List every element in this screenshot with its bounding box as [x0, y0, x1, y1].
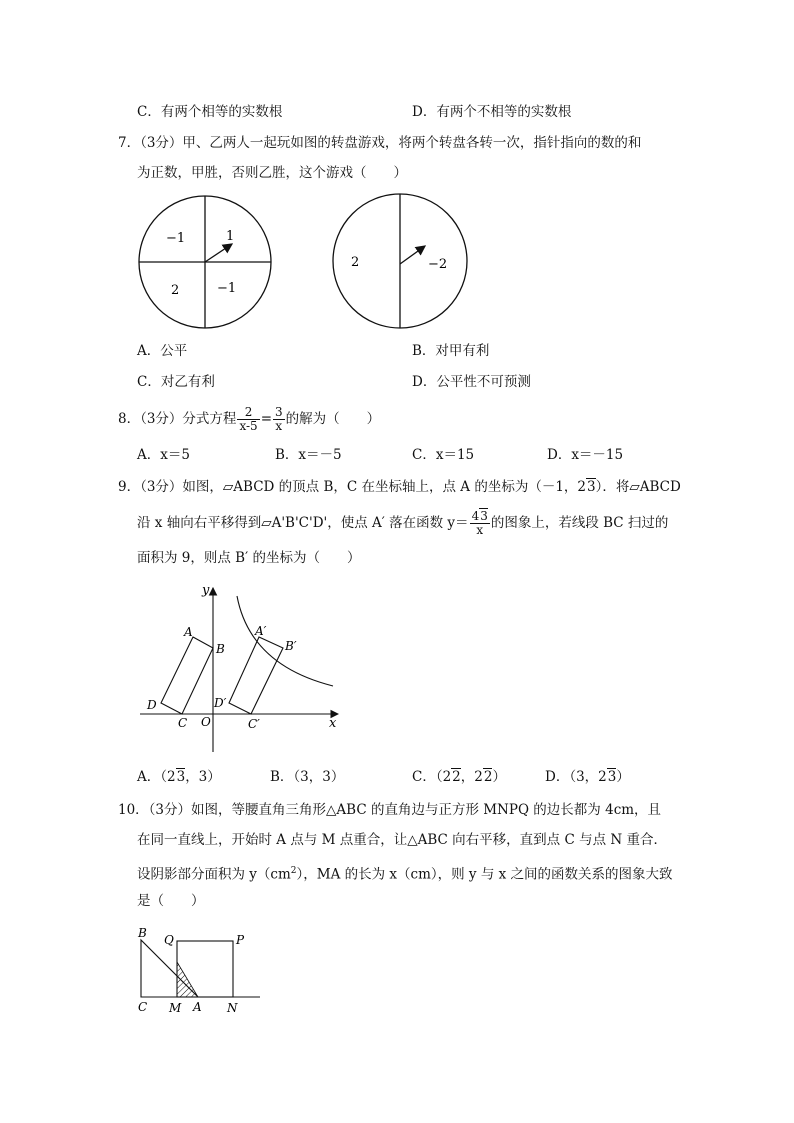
q8-option-c: C．x＝15	[412, 447, 475, 463]
label-x: x	[329, 716, 337, 731]
q9-line2-text-end: 的图象上，若线段 BC 扫过的	[490, 515, 669, 531]
q8-frac1-denominator: x-5	[239, 419, 258, 433]
label-a-prime: A′	[255, 624, 267, 638]
q8-option-d: D．x＝－15	[547, 447, 624, 463]
label-m: M	[169, 1001, 182, 1015]
wheel1-sector-top-left: −1	[166, 231, 186, 246]
q9-option-c: C．（22，22）	[412, 769, 506, 785]
triangle-abc	[141, 940, 198, 997]
q7-option-a: A．公平	[137, 343, 188, 359]
q9-option-a: A．（23，3）	[137, 769, 221, 785]
q8-frac2-denominator: x	[275, 419, 283, 433]
wheel1-sector-top-right: 1	[226, 229, 235, 244]
wheel1-sector-bottom-right: −1	[217, 281, 237, 296]
q9-sqrt-3: 3	[587, 479, 596, 495]
q6-option-d: D．有两个不相等的实数根	[412, 104, 572, 120]
label-b: B	[138, 926, 147, 940]
label-b: B	[216, 642, 225, 656]
q9-frac-den: x	[476, 523, 484, 537]
q9-frac-num-coef: 4	[471, 509, 480, 523]
q8-frac1-numerator: 2	[237, 406, 259, 420]
q7-stem-line1: 7．（3分）甲、乙两人一起玩如图的转盘游戏，将两个转盘各转一次，指针指向的数的和	[118, 135, 642, 151]
q8-stem-prefix: 8．（3分）分式方程	[118, 411, 237, 427]
q10-line3-text: 设阴影部分面积为 y（cm	[137, 866, 291, 883]
label-p: P	[236, 933, 245, 947]
label-q: Q	[164, 933, 174, 947]
label-d-prime: D′	[214, 696, 227, 710]
label-a: A	[193, 1000, 202, 1014]
label-d: D	[147, 698, 157, 712]
q10-stem-line1: 10．（3分）如图，等腰直角三角形△ABC 的直角边与正方形 MNPQ 的边长都为 4cm，且	[118, 802, 662, 818]
label-y: y	[202, 583, 210, 598]
q9-option-b: B．（3，3）	[270, 769, 345, 785]
q9-line2-text: 沿 x 轴向右平移得到▱A'B'C'D'，使点 A′ 落在函数 y＝	[137, 515, 469, 531]
q8-stem-suffix: 的解为（ ）	[285, 411, 381, 427]
label-n: N	[227, 1001, 238, 1015]
q7-option-c: C．对乙有利	[137, 374, 215, 390]
q10-superscript: 2	[290, 866, 297, 876]
q10-line3-text-end: ），MA 的长为 x（cm），则 y 与 x 之间的函数关系的图象大致	[296, 866, 673, 883]
q10-stem-line4: 是（ ）	[137, 893, 205, 909]
label-a: A	[184, 625, 193, 639]
label-c-prime: C′	[248, 717, 260, 731]
q8-frac2-numerator: 3	[275, 405, 283, 419]
q7-option-d: D．公平性不可预测	[412, 374, 531, 390]
q8-equals: =	[260, 411, 272, 427]
wheel2-sector-right: −2	[428, 257, 448, 272]
label-c: C	[178, 716, 188, 730]
q9-frac-num-sqrt: 3	[480, 509, 488, 523]
q8-option-a: A．x＝5	[137, 447, 190, 463]
wheel1-sector-bottom-left: 2	[171, 283, 180, 298]
q8-option-b: B．x＝－5	[275, 447, 342, 463]
q9-stem-line3: 面积为 9，则点 B′ 的坐标为（ ）	[137, 550, 361, 566]
q7-stem-line2: 为正数，甲胜，否则乙胜，这个游戏（ ）	[137, 165, 407, 181]
wheel2-sector-left: 2	[351, 255, 360, 270]
q9-line1-text: 9．（3分）如图，▱ABCD 的顶点 B，C 在坐标轴上，点 A 的坐标为（－1，2	[118, 479, 587, 495]
q9-option-d: D．（3，23）	[545, 769, 630, 785]
q9-line1-text-end: ）．将▱ABCD	[595, 479, 681, 495]
q10-stem-line2: 在同一直线上，开始时 A 点与 M 点重合，让△ABC 向右平移，直到点 C 与点 N 重合．	[137, 832, 667, 848]
q6-option-c: C．有两个相等的实数根	[137, 104, 283, 120]
label-b-prime: B′	[285, 639, 297, 653]
label-origin: O	[201, 715, 211, 729]
label-c: C	[138, 1000, 148, 1014]
q7-option-b: B．对甲有利	[412, 343, 490, 359]
